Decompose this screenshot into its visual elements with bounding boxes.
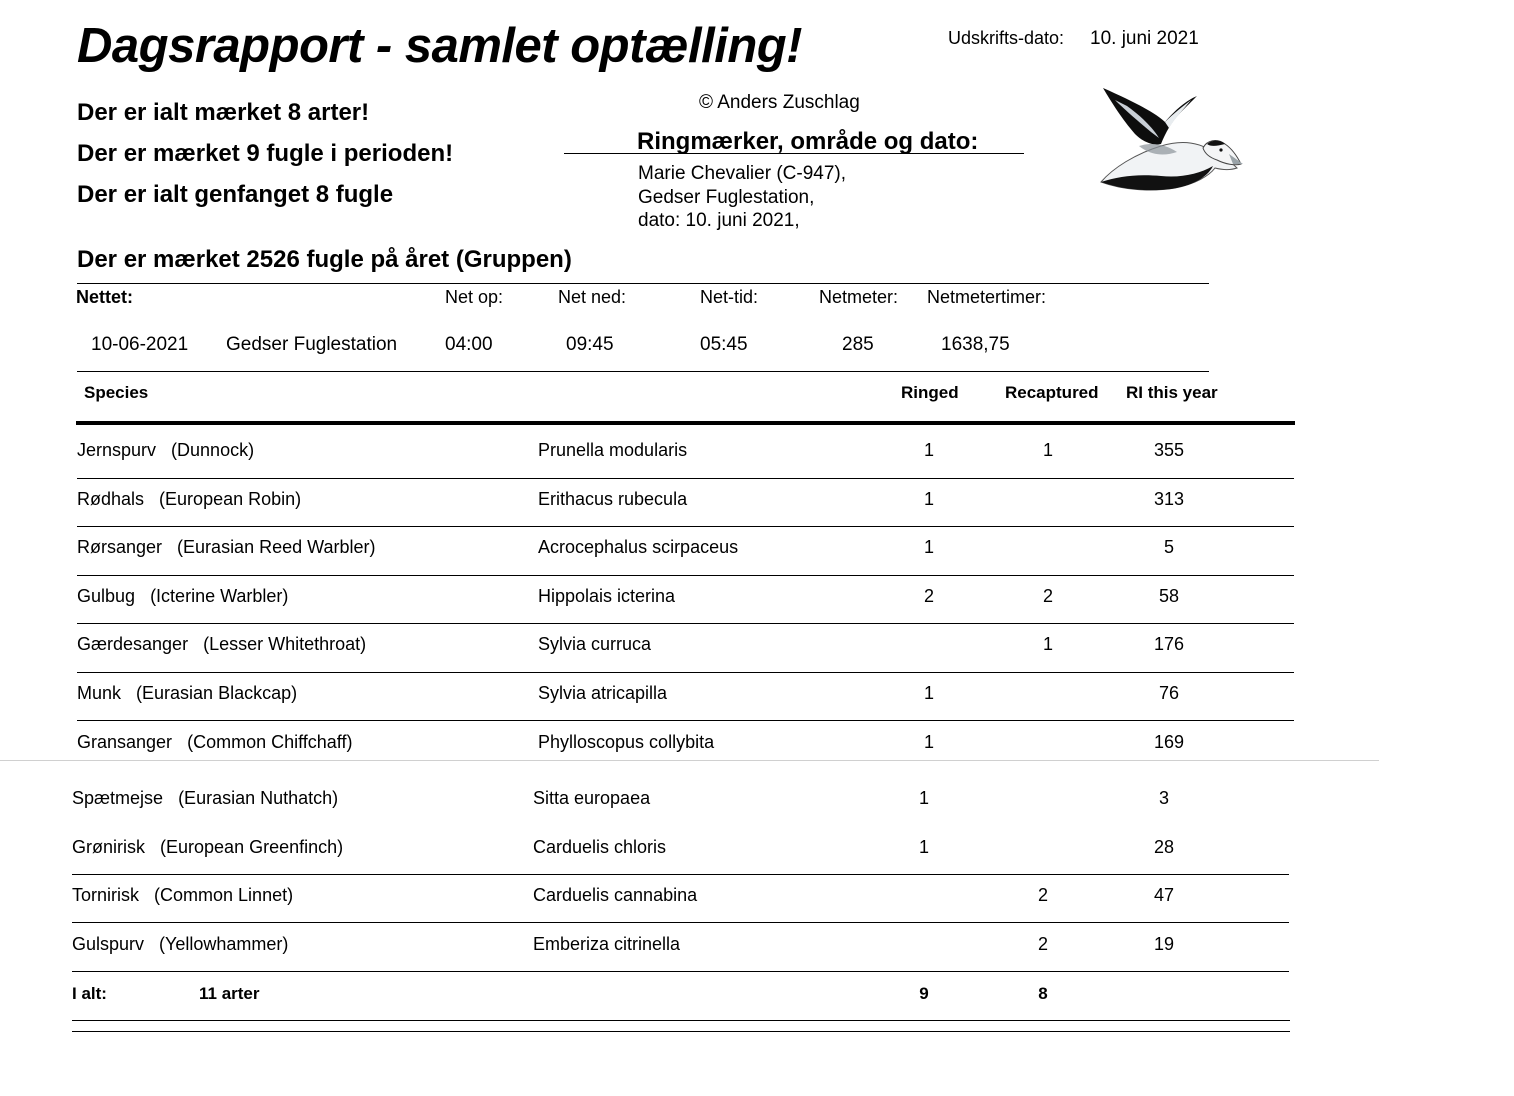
summary-recaptured: Der er ialt genfanget 8 fugle	[77, 181, 394, 208]
species-ri-year: 176	[1153, 634, 1185, 654]
species-recaptured: 1	[1042, 634, 1053, 654]
species-latin-name: Carduelis chloris	[533, 837, 667, 857]
species-common-name	[77, 586, 288, 607]
species-recaptured: 1	[1042, 440, 1053, 460]
table-row-rule	[77, 720, 1294, 721]
total-rule-1	[72, 1020, 1290, 1021]
species-ri-year: 28	[1153, 837, 1175, 857]
species-latin-name: Hippolais icterina	[538, 586, 676, 606]
species-latin-name: Sylvia atricapilla	[538, 683, 668, 703]
species-ringed: 1	[923, 683, 934, 703]
total-species-count: 11 arter	[199, 984, 260, 1003]
total-ringed: 9	[919, 984, 929, 1003]
ringer-date: dato: 10. juni 2021,	[638, 210, 800, 231]
species-danish-name: Gransanger	[77, 732, 173, 752]
species-ri-year: 3	[1158, 788, 1169, 808]
table-row-rule	[72, 922, 1289, 923]
table-header-ri-year: RI this year	[1126, 383, 1218, 402]
net-header-up: Net op:	[445, 287, 504, 307]
species-english-name: (European Robin)	[159, 489, 302, 509]
table-header-recaptured: Recaptured	[1005, 383, 1099, 402]
species-latin-name: Phylloscopus collybita	[538, 732, 715, 752]
page-title: Dagsrapport - samlet optælling!	[77, 19, 803, 73]
species-common-name	[72, 788, 338, 809]
species-danish-name: Rødhals	[77, 489, 145, 509]
year-summary: Der er mærket 2526 fugle på året (Gruppen)	[77, 246, 572, 273]
species-english-name: (Common Linnet)	[154, 885, 294, 905]
net-place: Gedser Fuglestation	[226, 334, 398, 355]
species-danish-name: Spætmejse	[72, 788, 164, 808]
species-english-name: (European Greenfinch)	[160, 837, 344, 857]
eider-duck-icon	[1095, 84, 1245, 194]
species-common-name	[77, 440, 254, 461]
total-label: I alt:	[72, 984, 107, 1003]
species-ri-year: 355	[1153, 440, 1185, 460]
species-common-name	[77, 537, 375, 558]
species-ringed: 1	[923, 489, 934, 509]
species-english-name: (Common Chiffchaff)	[187, 732, 353, 752]
net-header-down: Net ned:	[558, 287, 627, 307]
net-header-net: Nettet:	[76, 287, 133, 307]
species-ri-year: 76	[1158, 683, 1180, 703]
total-recaptured: 8	[1038, 984, 1048, 1003]
net-header-meter: Netmeter:	[819, 287, 899, 307]
species-danish-name: Gulbug	[77, 586, 136, 606]
summary-species: Der er ialt mærket 8 arter!	[77, 99, 370, 126]
species-common-name	[77, 732, 352, 753]
species-danish-name: Tornirisk	[72, 885, 140, 905]
table-row-rule	[72, 874, 1289, 875]
species-ri-year: 313	[1153, 489, 1185, 509]
page-break-rule	[0, 760, 1379, 761]
species-ringed: 1	[918, 837, 929, 857]
table-row-rule	[72, 971, 1289, 972]
species-latin-name: Emberiza citrinella	[533, 934, 681, 954]
net-up: 04:00	[445, 334, 493, 355]
species-recaptured: 2	[1037, 885, 1048, 905]
table-row-rule	[77, 478, 1294, 479]
species-common-name	[77, 489, 301, 510]
net-header-meter-hours: Netmetertimer:	[927, 287, 1047, 307]
species-common-name	[72, 934, 288, 955]
table-row-rule	[77, 672, 1294, 673]
net-date: 10-06-2021	[91, 334, 189, 355]
species-english-name: (Eurasian Reed Warbler)	[177, 537, 376, 557]
species-ri-year: 58	[1158, 586, 1180, 606]
net-header-time: Net-tid:	[700, 287, 759, 307]
ringer-name: Marie Chevalier (C-947),	[638, 163, 847, 184]
species-ri-year: 169	[1153, 732, 1185, 752]
species-danish-name: Munk	[77, 683, 122, 703]
species-english-name: (Eurasian Blackcap)	[136, 683, 298, 703]
species-common-name	[77, 634, 366, 655]
table-header-rule	[76, 421, 1295, 425]
species-danish-name: Grønirisk	[72, 837, 145, 857]
species-common-name	[72, 885, 293, 906]
ringer-title: Ringmærker, område og dato:	[637, 128, 979, 155]
print-date-label: Udskrifts-dato:	[948, 28, 1065, 48]
summary-ringed: Der er mærket 9 fugle i perioden!	[77, 140, 454, 167]
net-meter: 285	[842, 334, 874, 355]
species-danish-name: Rørsanger	[77, 537, 163, 557]
species-latin-name: Acrocephalus scirpaceus	[538, 537, 739, 557]
net-time: 05:45	[700, 334, 748, 355]
species-latin-name: Carduelis cannabina	[533, 885, 698, 905]
net-top-rule	[77, 283, 1209, 284]
species-english-name: (Lesser Whitethroat)	[203, 634, 367, 654]
net-meter-hours: 1638,75	[941, 334, 1010, 355]
species-danish-name: Gulspurv	[72, 934, 145, 954]
print-date: 10. juni 2021	[1090, 28, 1199, 49]
species-danish-name: Jernspurv	[77, 440, 157, 460]
species-english-name: (Dunnock)	[171, 440, 255, 460]
species-ri-year: 47	[1153, 885, 1175, 905]
species-ringed: 1	[923, 440, 934, 460]
species-english-name: (Icterine Warbler)	[150, 586, 289, 606]
species-danish-name: Gærdesanger	[77, 634, 189, 654]
species-common-name	[77, 683, 297, 704]
species-latin-name: Sylvia curruca	[538, 634, 652, 654]
species-ringed: 2	[923, 586, 934, 606]
species-ri-year: 5	[1163, 537, 1174, 557]
table-header-species: Species	[84, 383, 149, 402]
table-row-rule	[77, 623, 1294, 624]
species-english-name: (Eurasian Nuthatch)	[178, 788, 339, 808]
ringer-area: Gedser Fuglestation,	[638, 187, 815, 208]
species-recaptured: 2	[1042, 586, 1053, 606]
species-english-name: (Yellowhammer)	[159, 934, 289, 954]
species-ringed: 1	[918, 788, 929, 808]
net-down: 09:45	[566, 334, 614, 355]
table-row-rule	[77, 575, 1294, 576]
species-common-name	[72, 837, 343, 858]
species-ringed: 1	[923, 732, 934, 752]
table-row-rule	[77, 526, 1294, 527]
total-rule-2	[72, 1031, 1290, 1032]
copyright: © Anders Zuschlag	[699, 92, 860, 113]
species-latin-name: Erithacus rubecula	[538, 489, 688, 509]
species-latin-name: Prunella modularis	[538, 440, 688, 460]
species-latin-name: Sitta europaea	[533, 788, 651, 808]
species-recaptured: 2	[1037, 934, 1048, 954]
net-bottom-rule	[77, 371, 1209, 372]
species-ri-year: 19	[1153, 934, 1175, 954]
table-header-ringed: Ringed	[901, 383, 959, 402]
species-ringed: 1	[923, 537, 934, 557]
